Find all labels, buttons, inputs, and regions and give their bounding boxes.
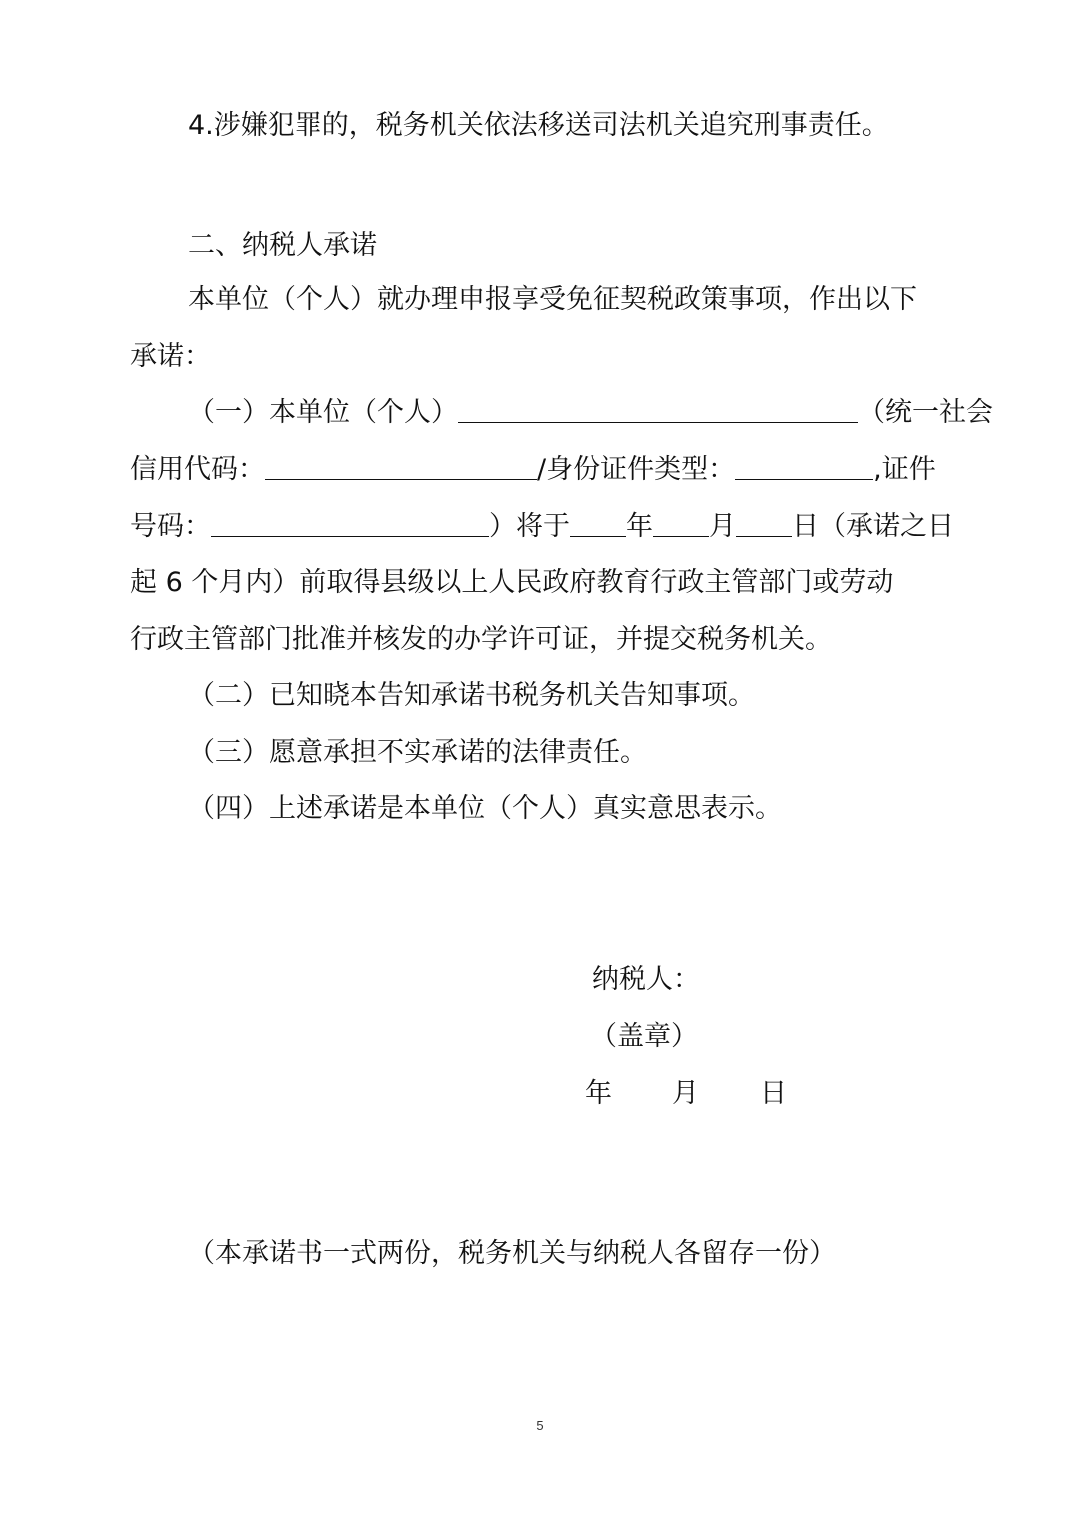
commitment-1-line-5: 行政主管部门批准并核发的办学许可证，并提交税务机关。 xyxy=(130,624,832,655)
commitment-3: （三）愿意承担不实承诺的法律责任。 xyxy=(188,737,647,768)
unit-name-blank[interactable] xyxy=(458,396,858,423)
day-blank[interactable] xyxy=(736,510,792,537)
commitment-2: （二）已知晓本告知承诺书税务机关告知事项。 xyxy=(188,680,755,711)
will-by-text: ）将于 xyxy=(489,511,570,542)
section-heading: 二、纳税人承诺 xyxy=(188,230,377,261)
commitment-1-prefix: （一）本单位（个人） xyxy=(188,397,458,428)
id-number-blank[interactable] xyxy=(211,510,489,537)
month-blank[interactable] xyxy=(653,510,709,537)
commitment-4: （四）上述承诺是本单位（个人）真实意思表示。 xyxy=(188,793,782,824)
intro-line-1: 本单位（个人）就办理申报享受免征契税政策事项，作出以下 xyxy=(188,284,917,315)
page-number: 5 xyxy=(536,1418,544,1433)
item-4-criminal-referral: 4.涉嫌犯罪的，税务机关依法移送司法机关追究刑事责任。 xyxy=(188,110,889,141)
commitment-1-line-3 xyxy=(130,507,960,547)
year-label: 年 xyxy=(626,511,653,542)
seal-label: （盖章） xyxy=(590,1021,698,1052)
sign-month-label: 月 xyxy=(672,1078,699,1109)
credit-code-blank[interactable] xyxy=(265,453,537,480)
id-type-label: /身份证件类型： xyxy=(537,454,736,485)
credit-code-label: 信用代码： xyxy=(130,454,265,485)
commitment-1-line-4: 起 6 个月内）前取得县级以上人民政府教育行政主管部门或劳动 xyxy=(130,567,894,598)
year-blank[interactable] xyxy=(570,510,626,537)
month-label: 月 xyxy=(709,511,736,542)
id-type-blank[interactable] xyxy=(735,453,873,480)
id-number-prefix: ,证件 xyxy=(873,454,936,485)
taxpayer-label: 纳税人： xyxy=(592,964,700,995)
commitment-1-line-2 xyxy=(130,450,960,490)
sign-year-label: 年 xyxy=(585,1078,612,1109)
day-label: 日（承诺之日 xyxy=(792,511,954,542)
footer-note: （本承诺书一式两份，税务机关与纳税人各留存一份） xyxy=(188,1238,836,1269)
sign-day-label: 日 xyxy=(760,1078,787,1109)
commitment-1-line-1 xyxy=(188,393,1018,433)
intro-line-2: 承诺： xyxy=(130,341,211,372)
id-number-label: 号码： xyxy=(130,511,211,542)
credit-code-open: （统一社会 xyxy=(858,397,993,428)
